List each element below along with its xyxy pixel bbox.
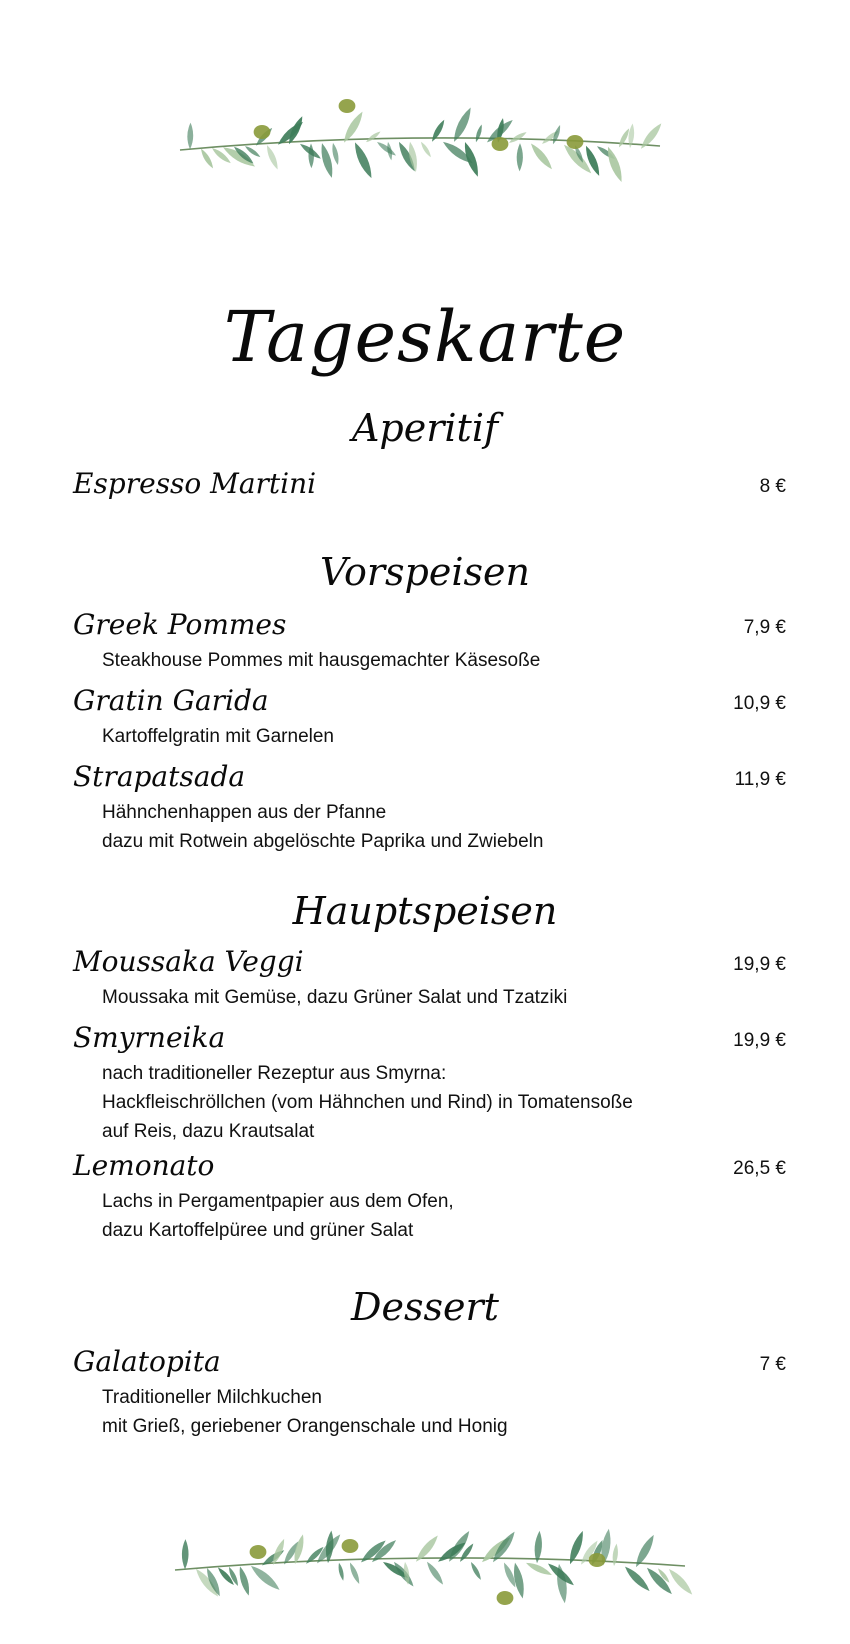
menu-item-name: Moussaka Veggi (73, 945, 304, 978)
menu-item-description (102, 722, 334, 751)
description-line: Kartoffelgratin mit Garnelen (102, 726, 334, 747)
description-line: Lachs in Pergamentpapier aus dem Ofen, (102, 1191, 454, 1212)
menu-item-description (102, 646, 540, 675)
olive-branch-bottom-icon (0, 1480, 850, 1620)
section-heading-dessert: Dessert (351, 1285, 499, 1329)
description-line: Steakhouse Pommes mit hausgemachter Käsesoße (102, 650, 541, 671)
description-line: nach traditioneller Rezeptur aus Smyrna: (102, 1063, 447, 1084)
menu-item-price: 10,9 € (733, 693, 786, 714)
menu-item-price: 11,9 € (734, 769, 786, 790)
olive-branch-top-icon (0, 70, 850, 210)
menu-item-price: 19,9 € (733, 954, 786, 975)
menu-item-price: 19,9 € (733, 1030, 786, 1051)
menu-item-price: 7,9 € (743, 617, 786, 638)
description-line: mit Grieß, geriebener Orangenschale und Honig (102, 1416, 508, 1437)
description-line: dazu mit Rotwein abgelöschte Paprika und Zwiebeln (102, 831, 544, 852)
menu-item-description (102, 798, 543, 856)
menu-item-name: Gratin Garida (73, 684, 269, 717)
section-heading-aperitif: Aperitif (351, 406, 499, 450)
menu-item-name: Smyrneika (73, 1021, 226, 1054)
menu-item-price: 7 € (759, 1354, 786, 1375)
description-line: Traditioneller Milchkuchen (102, 1387, 323, 1408)
menu-item-name: Strapatsada (73, 760, 246, 793)
menu-item-price: 8 € (759, 476, 786, 497)
menu-title: Tageskarte (223, 296, 627, 378)
description-line: Hackfleischröllchen (vom Hähnchen und Rind) in Tomatensoße (102, 1092, 633, 1113)
description-line: dazu Kartoffelpüree und grüner Salat (102, 1220, 414, 1241)
section-heading-vorspeisen: Vorspeisen (320, 550, 530, 594)
menu-item-description (102, 1187, 454, 1245)
description-line: Moussaka mit Gemüse, dazu Grüner Salat und Tzatziki (102, 987, 568, 1008)
menu-item-name: Espresso Martini (73, 467, 317, 500)
menu-item-description (102, 1059, 633, 1146)
menu-item-name: Greek Pommes (73, 608, 287, 641)
description-line: Hähnchenhappen aus der Pfanne (102, 802, 387, 823)
menu-item-description (102, 983, 567, 1012)
menu-item-price: 26,5 € (733, 1158, 786, 1179)
menu-item-name: Galatopita (73, 1345, 221, 1378)
description-line: auf Reis, dazu Krautsalat (102, 1121, 315, 1142)
section-heading-hauptspeisen: Hauptspeisen (292, 889, 558, 933)
menu-item-name: Lemonato (73, 1149, 215, 1182)
menu-item-description (102, 1383, 508, 1441)
